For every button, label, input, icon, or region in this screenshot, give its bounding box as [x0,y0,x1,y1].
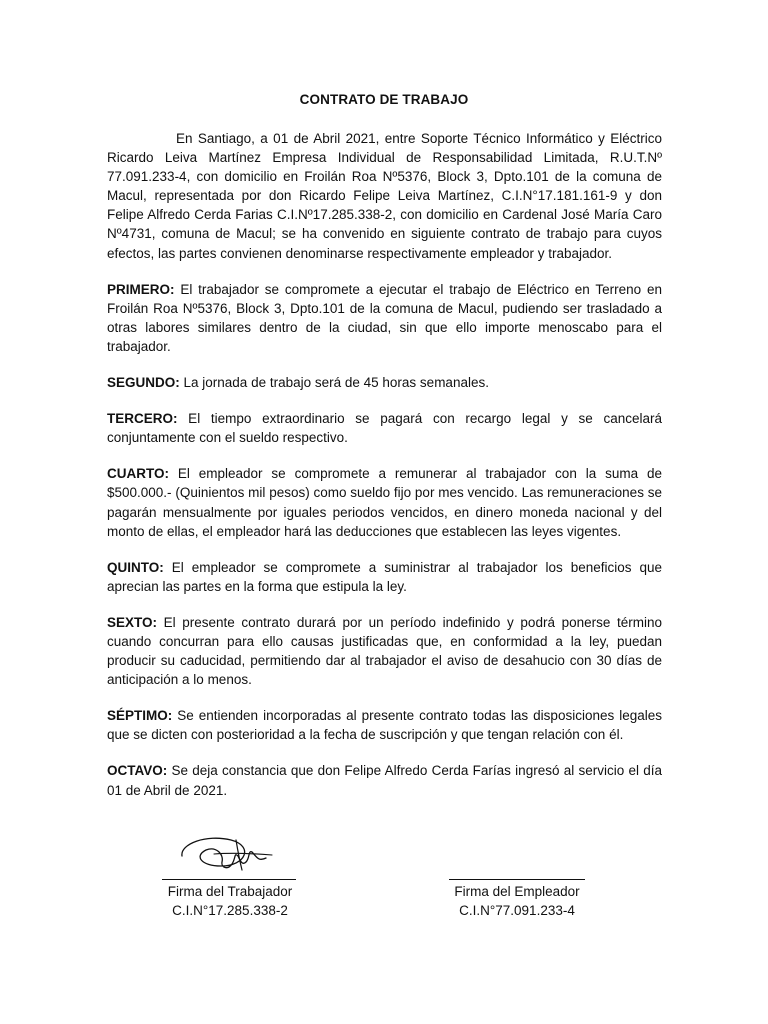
contract-body [107,129,662,817]
worker-signature-block [150,882,310,920]
clause-label: TERCERO: [107,411,178,427]
worker-handwritten-signature [176,826,276,876]
employer-signature-label: Firma del Empleador [454,884,580,899]
clause-sexto [107,613,662,689]
clause-label: CUARTO: [107,466,169,482]
clause-text: Se deja constancia que don Felipe Alfredo Cerda Farías ingresó al servicio el día 01 de Abril de 2021. [107,763,662,798]
clause-text: El empleador se compromete a suministrar al trabajador los beneficios que aprecian las partes en la forma que estipula la ley. [107,559,662,594]
clause-quinto [107,558,662,596]
clause-segundo [107,373,662,392]
clause-cuarto [107,464,662,540]
clause-label: SEXTO: [107,614,158,630]
employer-signature-line [449,879,585,880]
document-title: CONTRATO DE TRABAJO [299,92,469,107]
clause-label: OCTAVO: [107,763,168,779]
clause-text: El trabajador se compromete a ejecutar el trabajo de Eléctrico en Terreno en Froilán Roa Nº5376, Block 3, Dpto.101 de la comuna de Macul, pudiendo ser trasladado a otras labores similares dentro de la ciudad, sin que ello importe menoscabo para el trabajador. [107,281,662,354]
employer-id: C.I.N°77.091.233-4 [459,903,575,918]
clause-septimo [107,706,662,744]
worker-signature-label: Firma del Trabajador [167,884,293,899]
clause-label: QUINTO: [107,559,164,575]
clause-label: PRIMERO: [107,281,175,297]
clause-text: La jornada de trabajo será de 45 horas semanales. [179,375,489,391]
clause-text: Se entienden incorporadas al presente contrato todas las disposiciones legales que se dicten con posterioridad a la fecha de suscripción y que tengan relación con él. [107,708,662,743]
clause-text: El presente contrato durará por un período indefinido y podrá ponerse término cuando concurran para ello causas justificadas que, en conformidad a la ley, puedan producir su caducidad, permitiendo dar al trabajador el aviso de desahucio con 30 días de anticipación a lo menos. [107,614,662,688]
intro-paragraph: En Santiago, a 01 de Abril 2021, entre Soporte Técnico Informático y Eléctrico Ricardo Leiva Martínez Empresa Individual de Responsabilidad Limitada, R.U.T.Nº 77.091.233-4, con domicilio en Froilán Roa Nº5376, Block 3, Dpto.101 de la comuna de Macul, representada por don Ricardo Felipe Leiva Martínez, C.I.N°17.181.161-9 y don Felipe Alfredo Cerda Farias C.I.Nº17.285.338-2, con domicilio en Cardenal José María Caro Nº4731, comuna de Macul; se ha convenido en siguiente contrato de trabajo para cuyos efectos, las partes convienen denominarse respectivamente empleador y trabajador. [107,131,662,261]
clause-octavo [107,761,662,799]
employer-signature-block [434,882,600,920]
worker-signature-line [162,879,296,880]
clause-tercero [107,409,662,447]
clause-primero [107,280,662,356]
worker-id: C.I.N°17.285.338-2 [172,903,288,918]
clause-label: SÉPTIMO: [107,708,173,724]
clause-text: El tiempo extraordinario se pagará con recargo legal y se cancelará conjuntamente con el sueldo respectivo. [107,411,662,446]
clause-label: SEGUNDO: [107,375,180,391]
clause-text: El empleador se compromete a remunerar al trabajador con la suma de $500.000.- (Quinientos mil pesos) como sueldo fijo por mes vencido. Las remuneraciones se pagarán mensualmente por iguales periodos vencidos, en dinero moneda nacional y del monto de ellas, el empleador hará las deducciones que establecen las leyes vigentes. [107,466,662,539]
